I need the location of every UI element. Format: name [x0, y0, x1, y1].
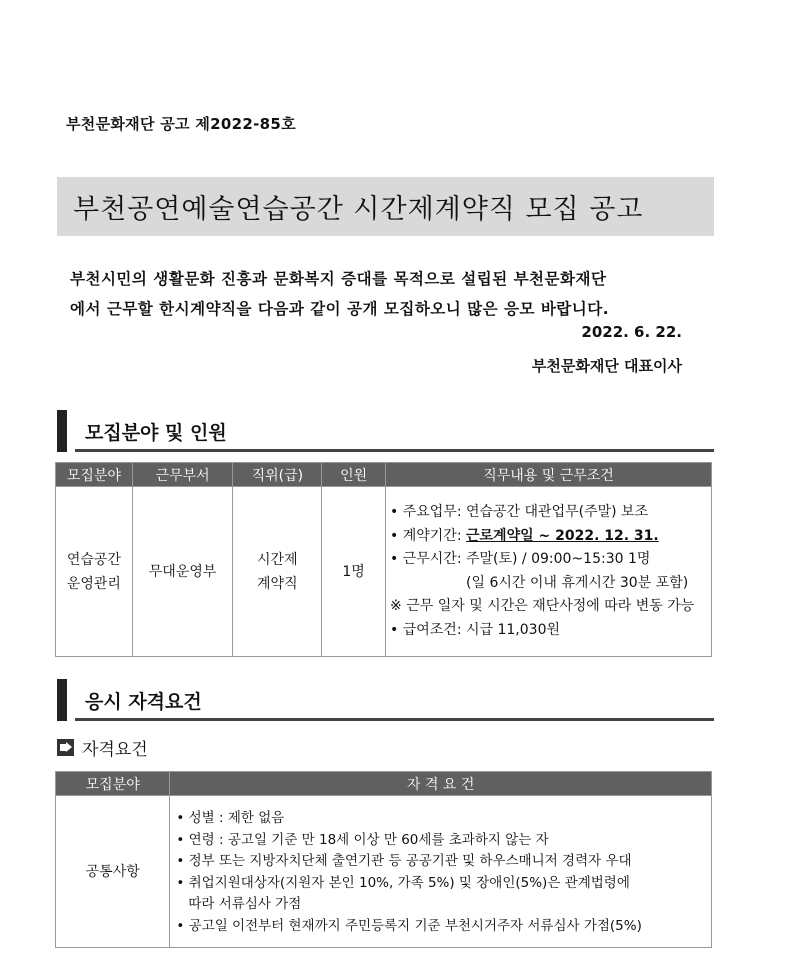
col-header: 모집분야	[56, 772, 170, 796]
title-band	[57, 177, 714, 236]
table-header-row	[56, 772, 712, 796]
section-rule	[75, 718, 714, 721]
eligibility-table	[55, 771, 712, 948]
duty-line: • 급여조건: 시급 11,030원	[390, 621, 560, 638]
requirement-item: 따라 서류심사 가점	[188, 896, 302, 912]
col-header: 직무내용 및 근무조건	[386, 463, 712, 487]
signer: 부천문화재단 대표이사	[531, 357, 682, 375]
duty-line	[390, 525, 707, 549]
col-header: 근무부서	[132, 463, 233, 487]
requirement-item: • 취업지원대상자(지원자 본인 10%, 가족 5%) 및 장애인(5%)은 관계법령에	[176, 874, 630, 891]
requirement-item: • 정부 또는 지방자치단체 출연기관 등 공공기관 및 하우스매니저 경력자 우대	[176, 853, 632, 869]
col-header: 모집분야	[56, 463, 133, 487]
duty-line: • 근무시간: 주말(토) / 09:00~15:30 1명	[390, 551, 651, 567]
subheading-text: 자격요건	[82, 740, 148, 760]
count-cell: 1명	[322, 487, 386, 657]
requirements-cell	[170, 796, 712, 948]
notice-number: 부천문화재단 공고 제2022-85호	[66, 115, 296, 133]
section-rule	[75, 449, 714, 452]
subheading	[57, 735, 148, 760]
position-cell	[233, 487, 322, 657]
duty-prefix: • 계약기간:	[390, 527, 466, 544]
col-header: 인원	[322, 463, 386, 487]
arrow-right-icon	[57, 739, 74, 756]
section-bar	[57, 410, 67, 452]
field-cell: 공통사항	[56, 796, 170, 948]
field-cell	[56, 487, 133, 657]
table-row	[56, 796, 712, 948]
field-line: 연습공간	[66, 551, 121, 568]
field-line: 운영관리	[66, 575, 121, 592]
position-line: 계약직	[257, 575, 298, 592]
section-heading-text: 모집분야 및 인원	[85, 422, 227, 444]
requirement-item: • 연령 : 공고일 기준 만 18세 이상 만 60세를 초과하지 않는 자	[176, 831, 549, 848]
notice-date: 2022. 6. 22.	[581, 323, 682, 341]
page-title: 부천공연예술연습공간 시간제계약직 모집 공고	[73, 194, 644, 225]
table-header-row	[56, 463, 712, 487]
position-line: 시간제	[257, 551, 298, 568]
intro-line-1: 부천시민의 생활문화 진흥과 문화복지 증대를 목적으로 설립된 부천문화재단	[70, 270, 607, 288]
duty-line: • 주요업무: 연습공간 대관업무(주말) 보조	[390, 504, 649, 520]
contract-period: 근로계약일 ~ 2022. 12. 31.	[466, 527, 659, 544]
section-heading-recruitment	[57, 410, 714, 452]
intro-paragraph	[70, 264, 702, 324]
section-heading-eligibility	[57, 679, 714, 721]
duty-line: (일 6시간 이내 휴게시간 30분 포함)	[466, 574, 689, 591]
col-header: 자 격 요 건	[170, 772, 712, 796]
department-cell: 무대운영부	[132, 487, 233, 657]
requirement-item: • 성별 : 제한 없음	[176, 810, 285, 826]
table-row	[56, 487, 712, 657]
col-header: 직위(급)	[233, 463, 322, 487]
intro-line-2: 에서 근무할 한시계약직을 다음과 같이 공개 모집하오니 많은 응모 바랍니다.	[70, 300, 610, 318]
section-bar	[57, 679, 67, 721]
duty-note: ※ 근무 일자 및 시간은 재단사정에 따라 변동 가능	[390, 598, 695, 614]
section-heading-text: 응시 자격요건	[85, 691, 202, 713]
recruitment-table	[55, 462, 712, 657]
duties-cell	[386, 487, 712, 657]
requirement-item: • 공고일 이전부터 현재까지 주민등록지 기준 부천시거주자 서류심사 가점(5%)	[176, 917, 642, 934]
